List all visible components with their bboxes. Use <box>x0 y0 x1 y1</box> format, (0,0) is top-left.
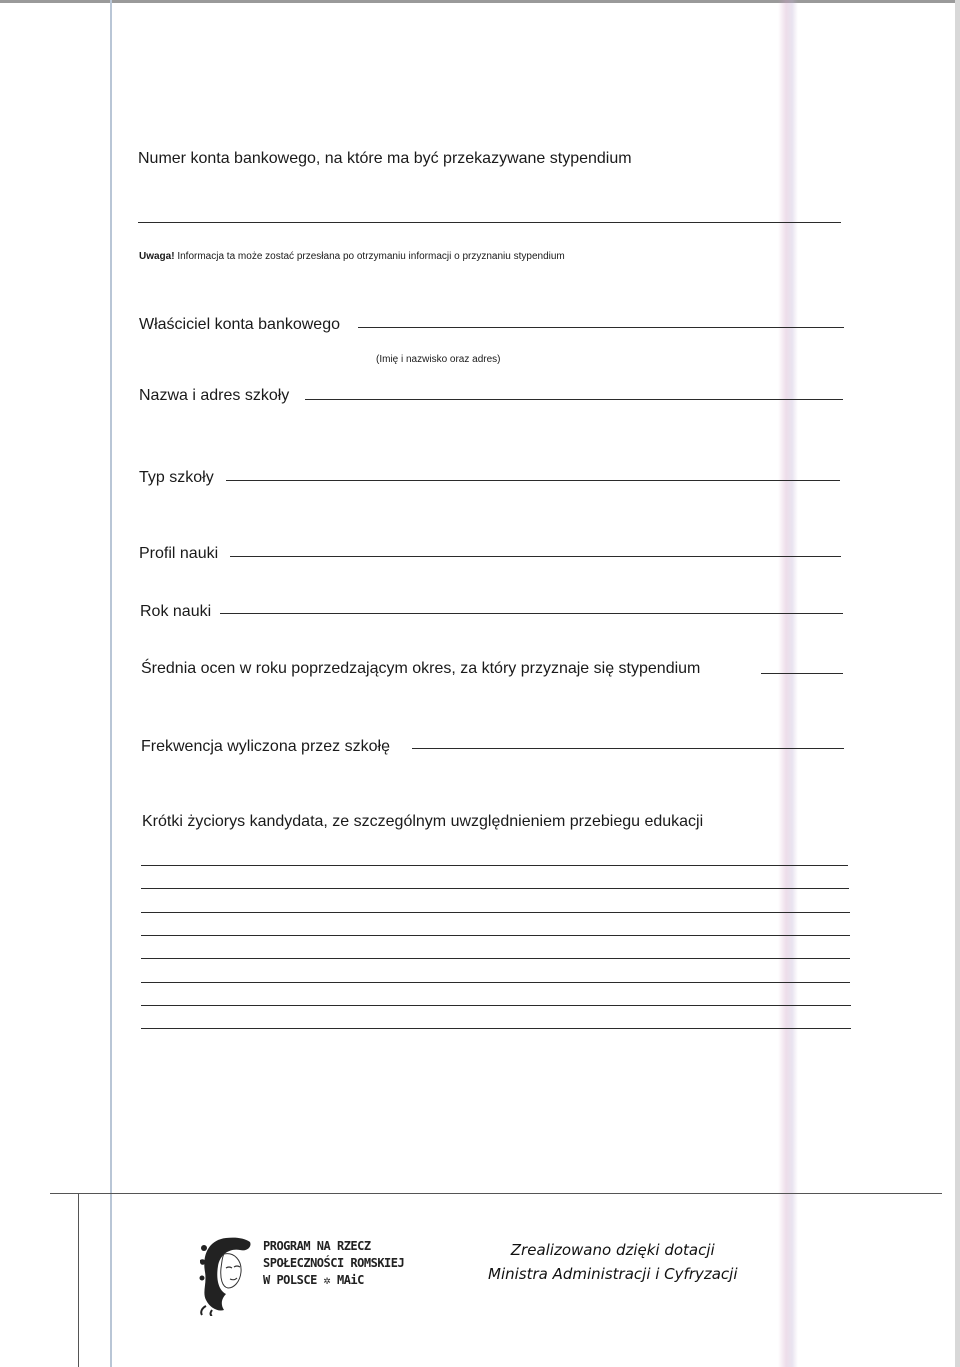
footer-tick <box>78 1193 79 1367</box>
scan-left-edge <box>110 0 112 1367</box>
logo-line-1: PROGRAM NA RZECZ <box>263 1239 371 1253</box>
cv-line-4 <box>141 935 850 936</box>
program-logo-text <box>263 1238 404 1289</box>
account-number-line <box>138 222 841 223</box>
cv-line-8 <box>141 1028 851 1029</box>
scan-top-edge <box>0 0 960 3</box>
owner-label: Właściciel konta bankowego <box>139 316 340 333</box>
profile-line <box>230 556 841 557</box>
logo-line-3: W POLSCE ✲ MAiC <box>263 1273 364 1287</box>
owner-line <box>358 327 844 328</box>
cv-line-2 <box>141 888 849 889</box>
scan-right-edge <box>955 0 960 1367</box>
owner-hint: (Imię i nazwisko oraz adres) <box>376 354 501 365</box>
average-label: Średnia ocen w roku poprzedzającym okres, za który przyznaje się stypendium <box>141 660 701 677</box>
footer-rule <box>50 1193 942 1194</box>
school-label: Nazwa i adres szkoły <box>139 387 290 404</box>
school-type-line <box>226 480 840 481</box>
attendance-label: Frekwencja wyliczona przez szkołę <box>141 738 390 755</box>
school-line <box>305 399 843 400</box>
cv-line-7 <box>141 1005 851 1006</box>
cv-line-5 <box>141 958 850 959</box>
scan-fold-shadow <box>778 0 798 1367</box>
note-text: Informacja ta może zostać przesłana po otrzymaniu informacji o przyznaniu stypendium <box>177 251 565 262</box>
cv-line-1 <box>141 865 848 866</box>
note-bold: Uwaga! <box>139 251 175 262</box>
attendance-line <box>412 748 844 749</box>
account-number-label: Numer konta bankowego, na które ma być przekazywane stypendium <box>138 150 632 167</box>
cv-line-6 <box>141 982 850 983</box>
average-line <box>761 673 843 674</box>
profile-label: Profil nauki <box>139 545 219 562</box>
year-line <box>220 613 843 614</box>
program-logo-icon <box>196 1234 258 1316</box>
cv-line-3 <box>141 912 850 913</box>
funding-credit <box>488 1238 738 1286</box>
credit-line-2: Ministra Administracji i Cyfryzacji <box>488 1265 738 1283</box>
cv-label: Krótki życiorys kandydata, ze szczególnym uwzględnieniem przebiegu edukacji <box>142 813 704 830</box>
credit-line-1: Zrealizowano dzięki dotacji <box>510 1241 715 1259</box>
note <box>139 251 565 262</box>
school-type-label: Typ szkoły <box>139 469 214 486</box>
logo-line-2: SPOŁECZNOŚCI ROMSKIEJ <box>263 1256 405 1270</box>
year-label: Rok nauki <box>140 603 212 620</box>
